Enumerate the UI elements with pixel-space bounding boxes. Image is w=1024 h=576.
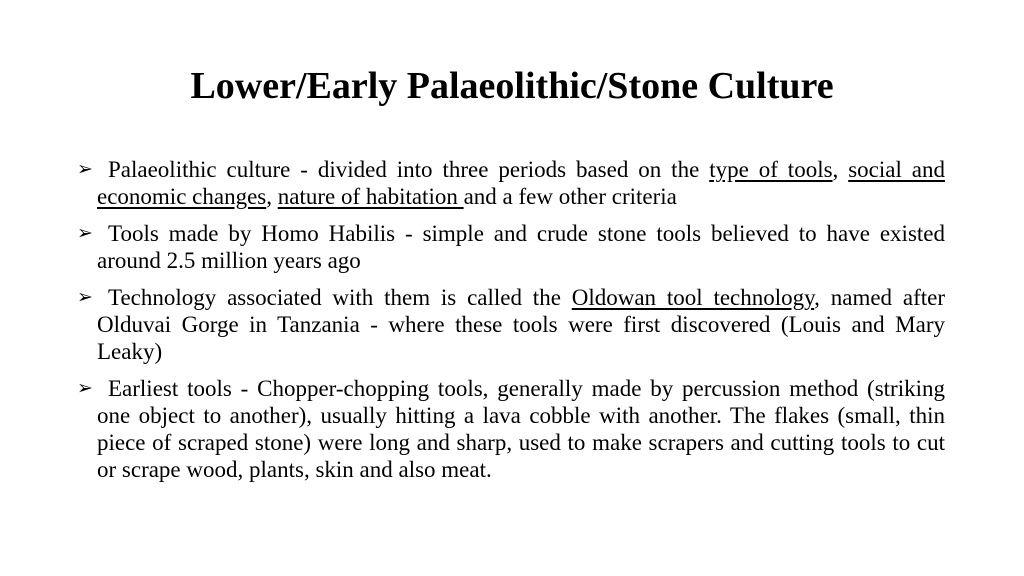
bullet-text: Tools made by Homo Habilis - simple and crude stone tools believed to have existed around 2.5 million years ago (97, 221, 945, 273)
bullet-item (77, 375, 945, 483)
bullet-text: Palaeolithic culture - divided into three periods based on the (108, 157, 710, 182)
bullet-item (77, 156, 945, 210)
arrow-bullet-icon: ➢ (77, 158, 93, 180)
bullet-text: Earliest tools - Chopper-chopping tools, generally made by percussion method (striking one object to another), usually hitting a lava cobble with another. The flakes (small, thin piece of scraped stone) were long and sharp, used to make scrapers and cutting tools to cut or scrape wood, plants, skin and also meat. (97, 376, 945, 482)
arrow-bullet-icon: ➢ (77, 377, 93, 399)
bullet-text: , (832, 157, 849, 182)
underlined-term-oldowan-tool-technology: Oldowan tool technology (571, 285, 815, 310)
underlined-term-type-of-tools: type of tools (709, 157, 833, 182)
bullet-text: and a few other criteria (463, 184, 677, 209)
bullet-text: , named after Olduvai Gorge in Tanzania - where these tools were first discovered (Louis and Mary Leaky) (97, 285, 945, 364)
underlined-term-nature-of-habitation: nature of habitation (277, 184, 464, 209)
underlined-term-social-economic-changes: social and economic changes (97, 157, 945, 209)
bullet-text: Technology associated with them is called the (108, 285, 572, 310)
bullet-item (77, 220, 945, 274)
bullet-list (77, 156, 945, 493)
arrow-bullet-icon: ➢ (77, 222, 93, 244)
bullet-text: , (266, 184, 278, 209)
bullet-item (77, 284, 945, 365)
arrow-bullet-icon: ➢ (77, 286, 93, 308)
slide-title: Lower/Early Palaeolithic/Stone Culture (190, 65, 834, 107)
